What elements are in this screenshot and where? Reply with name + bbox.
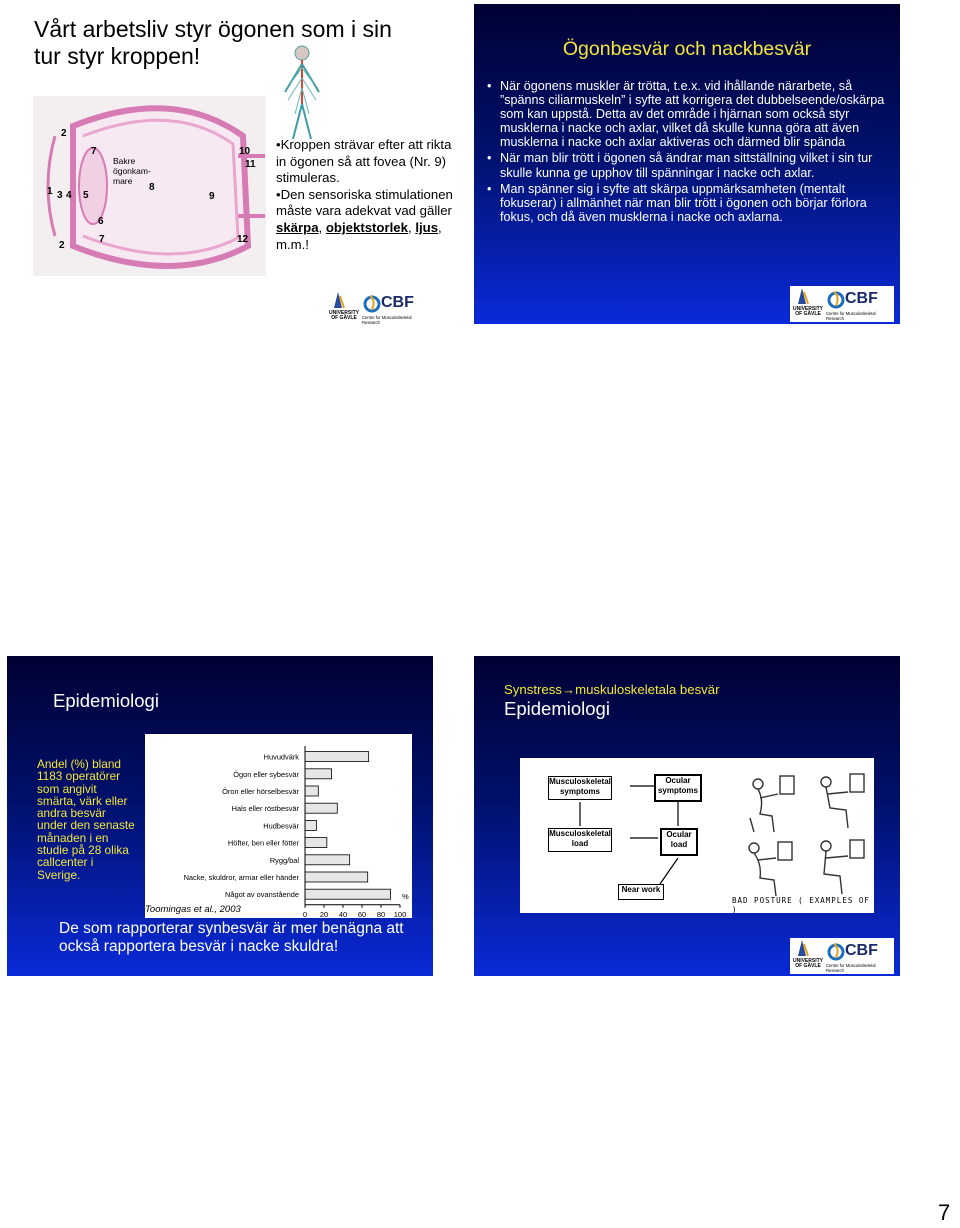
logo-university: UNIVERSITY OF GÄVLE [792,958,823,969]
eye-number: 2 [61,128,67,139]
chart-category-label: Rygg/bal [269,855,299,865]
load-symptom-diagram [520,758,730,913]
eye-number: 5 [83,190,89,201]
eye-number: 8 [149,182,155,193]
box-ocular-load: Ocular load [660,828,698,856]
chart-category-label: Öron eller hörselbesvär [222,787,299,796]
bar-chart [145,734,412,918]
chart-category-label: Hals eller röstbesvär [231,804,299,814]
slide2-bullet: • Man spänner sig i syfte att skärpa uppmärksamheten (mentalt fokuserar) i allmänhet när man blir trött i ögonen och börjar förlora fokus, och då även musklerna i nacke och axlarna. [500,182,890,224]
chart-bar [305,820,316,830]
eye-number: 2 [59,240,65,251]
slide1-bullet-text: •Den sensoriska stimulationen måste vara adekvat vad gäller [276,186,453,219]
eye-number: 7 [99,234,105,245]
slide4-title: Epidemiologi [504,698,610,719]
logo-university: UNIVERSITY OF GÄVLE [328,310,359,321]
chart-category-label: Höfter, ben eller fötter [227,838,299,848]
nervous-system-figure [275,44,330,142]
chart-tick-label: 0 [302,909,308,918]
chart-tick-label: 20 [319,909,329,918]
box-ocular-symptoms: Ocular symptoms [654,774,702,802]
logo-cbf [326,290,430,326]
logo-brand: CBF [845,942,878,959]
slide2-bullet: • När ögonens muskler är trötta, t.e.x. vid ihållande närarbete, så ”spänns ciliarmuskeln” i syfte att korrigera det dubbelseende/oskärpa som kan uppstå. Detta av det område i hjärnan som också styr musklerna i nacke och axlar, vilket då skulle kunna göra att även musklerna i nacke och axlar aktiveras och därmed blir spända [500,79,890,149]
eye-number: 3 [57,190,63,201]
logo-subtitle: Centre for Musculoskeletal Research [362,315,412,325]
logo-cbf [790,286,894,322]
chart-category-label: Huvudvärk [263,752,299,762]
slide3-description: Andel (%) bland 1183 operatörer som angivit smärta, värk eller andra besvär under den senaste månaden i en studie på 28 olika callcenter i Sverige. [37,757,135,882]
slide3-conclusion: De som rapporterar synbesvär är mer benägna att också rapportera besvär i nacke skuldra! [59,920,404,955]
bar-chart-svg [145,734,412,918]
chart-bar [305,838,327,848]
eye-number: 4 [66,190,72,201]
slide1-bullet-end: , m.m.! [276,219,442,252]
chart-reference: Toomingas et al., 2003 [145,904,241,915]
chart-bar [305,769,332,779]
slide1-title: Vårt arbetsliv styr ögonen som i sin tur styr kroppen! [34,16,392,69]
chart-bar [305,855,350,865]
emphasis-object-size: objektstorlek [325,219,408,235]
box-near-work: Near work [618,884,664,900]
chart-tick-label: 60 [357,909,367,918]
emphasis-sharpness: skärpa [276,219,319,235]
eye-number: 1 [47,186,53,197]
chart-tick-label: 100 [393,909,407,918]
chart-tick-label: 40 [338,909,348,918]
chart-category-label: Nacke, skuldror, armar eller händer [183,873,299,882]
logo-brand: CBF [381,294,414,311]
box-musculoskeletal-symptoms: Musculoskeletal symptoms [548,776,612,800]
page-number: 7 [938,1200,951,1225]
logo-subtitle: Centre for Musculoskeletal Research [826,311,876,321]
chart-category-label: Något av ovanstående [225,890,299,900]
posture-caption: BAD POSTURE ( EXAMPLES OF ) [732,896,870,914]
subtitle-part-b: muskuloskeletala besvär [575,682,720,697]
eye-number: 12 [237,234,249,245]
logo-university: UNIVERSITY OF GÄVLE [792,306,823,317]
eye-number: 10 [239,146,251,157]
chart-bar [305,872,368,882]
slide3 [7,656,433,976]
bad-posture-illustration [730,758,874,913]
slide2-bullet: • När man blir trött i ögonen så ändrar man sittställning vilket i sin tur skulle kunna ge upphov till spänningar i nacke och axlar. [500,151,890,179]
chart-bar [305,786,318,796]
logo-cbf [790,938,894,974]
slide2 [474,4,900,324]
slide4-subtitle [504,682,720,697]
eye-number: 7 [91,146,97,157]
eye-number: 6 [98,216,104,227]
separator: , [318,219,323,235]
subtitle-part-a: Synstress [504,682,562,697]
chart-tick-label: 80 [376,909,386,918]
box-musculoskeletal-load: Musculoskeletal load [548,828,612,852]
slide4 [474,656,900,976]
slide1-bullet [276,187,456,253]
logo-brand: CBF [845,290,878,307]
slide1-bullet: •Kroppen strävar efter att rikta in ögonen så att fovea (Nr. 9) stimuleras. [276,137,452,186]
eye-cross-section-image [33,96,266,276]
chart-bar [305,803,337,813]
chart-category-label: Ögon eller sybesvär [233,769,299,779]
slide1-body [276,137,456,253]
slide2-title: Ögonbesvär och nackbesvär [562,38,812,60]
eye-number: 11 [245,159,256,170]
eye-label: Bakre ögonkam-mare [113,156,151,186]
logo-subtitle: Centre for Musculoskeletal Research [826,963,876,973]
chart-bar [305,889,391,899]
slide2-bullets [500,79,890,226]
emphasis-light: ljus [415,219,439,235]
chart-bar [305,752,369,762]
chart-unit-label: % [402,891,409,901]
chart-category-label: Hudbesvär [263,821,299,831]
eye-number: 9 [209,191,215,202]
arrow-icon: → [561,682,576,697]
separator: , [407,219,412,235]
slide3-title: Epidemiologi [53,690,159,711]
